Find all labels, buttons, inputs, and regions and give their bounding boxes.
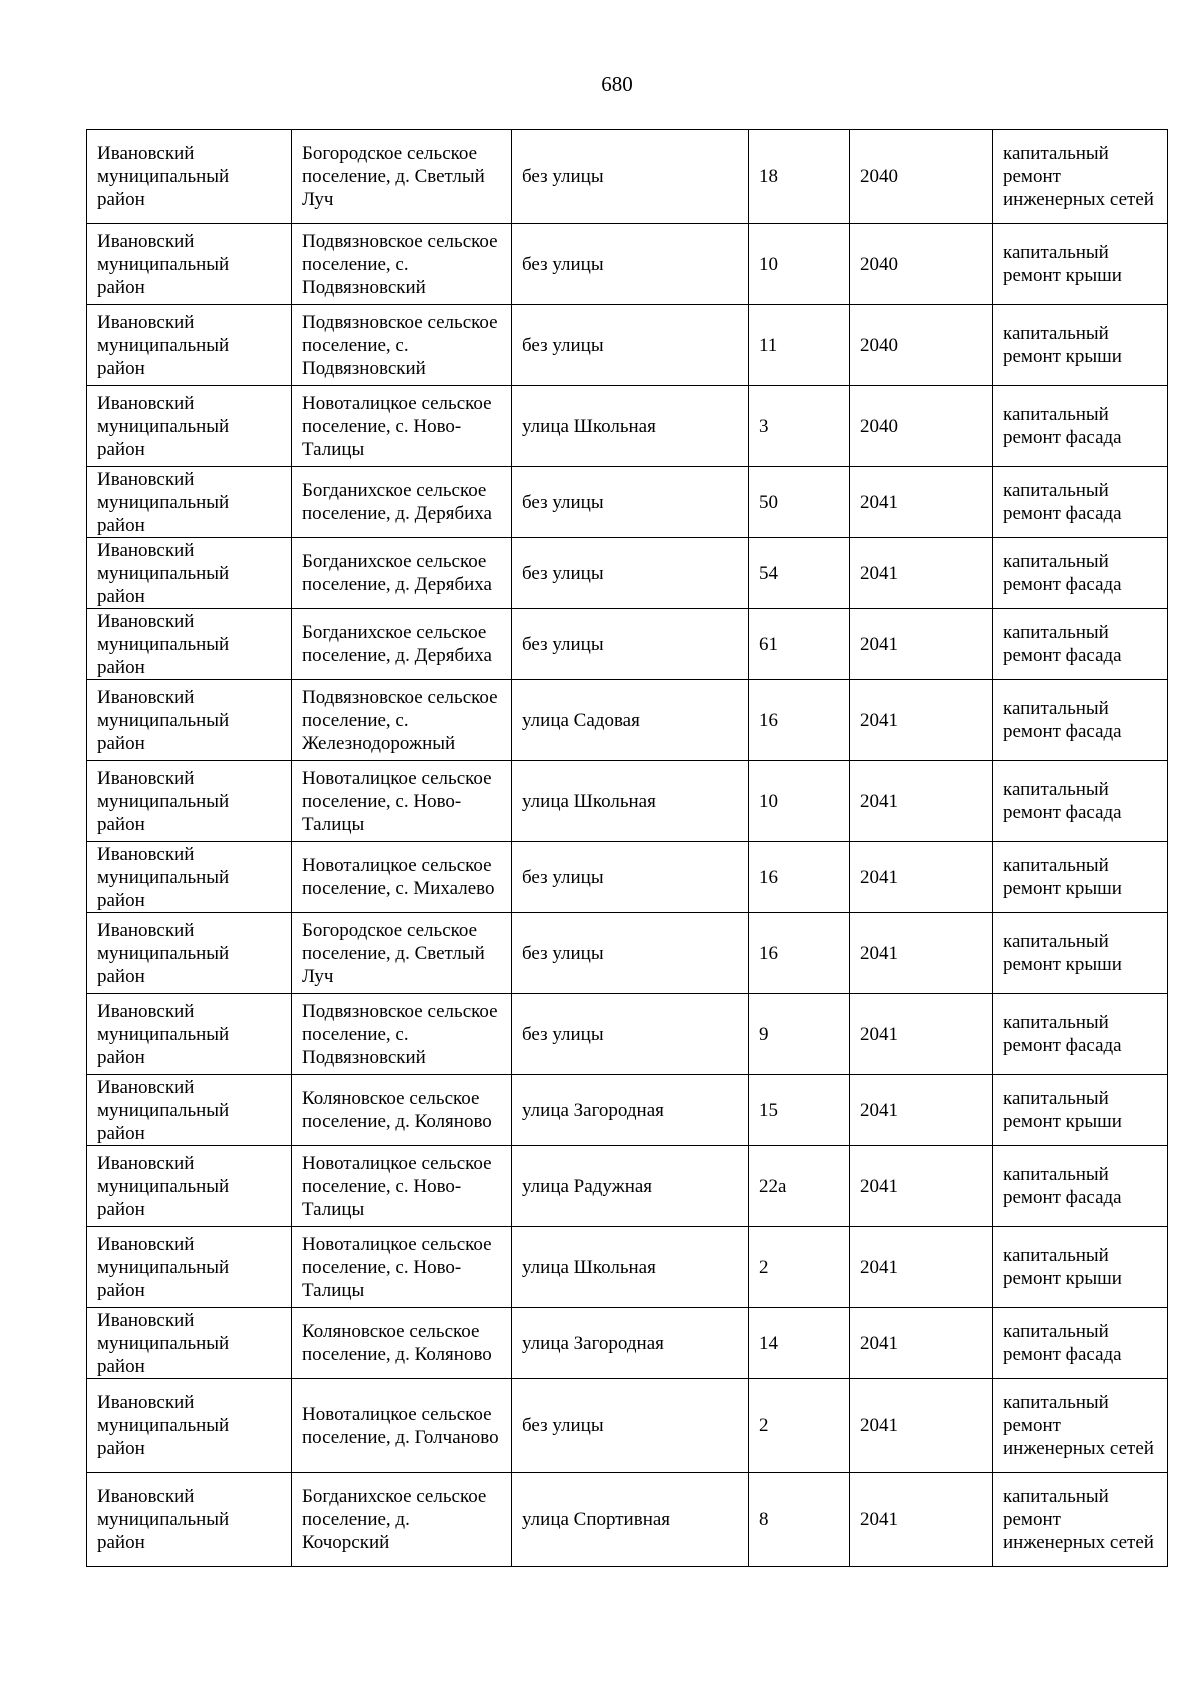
settlement-cell: Богородское сельское поселение, д. Светлый Луч [292,913,512,994]
house-number-cell: 54 [749,538,850,609]
district-cell: Ивановский муниципальный район [87,994,292,1075]
house-number-cell: 9 [749,994,850,1075]
year-cell: 2040 [850,305,993,386]
work-type-cell: капитальный ремонт фасада [993,761,1168,842]
house-number-cell: 22а [749,1146,850,1227]
table-row [87,609,1168,680]
work-type-cell: капитальный ремонт крыши [993,305,1168,386]
house-number-cell: 10 [749,224,850,305]
street-cell: улица Школьная [512,761,749,842]
house-number-cell: 18 [749,130,850,224]
year-cell: 2041 [850,842,993,913]
house-number-cell: 8 [749,1473,850,1567]
district-cell: Ивановский муниципальный район [87,680,292,761]
settlement-cell: Подвязновское сельское поселение, с. Подвязновский [292,305,512,386]
table-row [87,1473,1168,1567]
settlement-cell: Богданихское сельское поселение, д. Дерябиха [292,609,512,680]
work-type-cell: капитальный ремонт крыши [993,913,1168,994]
street-cell: улица Радужная [512,1146,749,1227]
street-cell: без улицы [512,913,749,994]
settlement-cell: Богданихское сельское поселение, д. Кочорский [292,1473,512,1567]
house-number-cell: 15 [749,1075,850,1146]
street-cell: без улицы [512,538,749,609]
house-number-cell: 3 [749,386,850,467]
work-type-cell: капитальный ремонт инженерных сетей [993,1379,1168,1473]
work-type-cell: капитальный ремонт фасада [993,1308,1168,1379]
work-type-cell: капитальный ремонт фасада [993,467,1168,538]
table-body [87,130,1168,1567]
year-cell: 2041 [850,680,993,761]
year-cell: 2041 [850,913,993,994]
year-cell: 2041 [850,1473,993,1567]
street-cell: улица Школьная [512,386,749,467]
street-cell: без улицы [512,467,749,538]
repair-schedule-table [86,129,1168,1567]
year-cell: 2041 [850,1379,993,1473]
work-type-cell: капитальный ремонт крыши [993,842,1168,913]
work-type-cell: капитальный ремонт инженерных сетей [993,1473,1168,1567]
work-type-cell: капитальный ремонт фасада [993,994,1168,1075]
street-cell: улица Спортивная [512,1473,749,1567]
district-cell: Ивановский муниципальный район [87,1227,292,1308]
table-row [87,1308,1168,1379]
year-cell: 2041 [850,994,993,1075]
street-cell: без улицы [512,609,749,680]
table-row [87,913,1168,994]
district-cell: Ивановский муниципальный район [87,913,292,994]
table-row [87,842,1168,913]
settlement-cell: Коляновское сельское поселение, д. Коляново [292,1075,512,1146]
district-cell: Ивановский муниципальный район [87,1473,292,1567]
settlement-cell: Новоталицкое сельское поселение, с. Ново-Талицы [292,1146,512,1227]
settlement-cell: Подвязновское сельское поселение, с. Подвязновский [292,224,512,305]
year-cell: 2040 [850,224,993,305]
district-cell: Ивановский муниципальный район [87,761,292,842]
year-cell: 2041 [850,1308,993,1379]
table-row [87,1075,1168,1146]
street-cell: без улицы [512,1379,749,1473]
house-number-cell: 16 [749,842,850,913]
settlement-cell: Новоталицкое сельское поселение, с. Михалево [292,842,512,913]
house-number-cell: 50 [749,467,850,538]
table-row [87,1227,1168,1308]
year-cell: 2041 [850,467,993,538]
settlement-cell: Богданихское сельское поселение, д. Дерябиха [292,467,512,538]
work-type-cell: капитальный ремонт фасада [993,386,1168,467]
table-row [87,1379,1168,1473]
work-type-cell: капитальный ремонт инженерных сетей [993,130,1168,224]
settlement-cell: Новоталицкое сельское поселение, д. Голчаново [292,1379,512,1473]
work-type-cell: капитальный ремонт крыши [993,224,1168,305]
year-cell: 2040 [850,130,993,224]
house-number-cell: 11 [749,305,850,386]
work-type-cell: капитальный ремонт крыши [993,1075,1168,1146]
house-number-cell: 16 [749,913,850,994]
table-row [87,386,1168,467]
table-row [87,130,1168,224]
work-type-cell: капитальный ремонт фасада [993,1146,1168,1227]
street-cell: улица Садовая [512,680,749,761]
table-row [87,994,1168,1075]
street-cell: без улицы [512,305,749,386]
street-cell: улица Школьная [512,1227,749,1308]
district-cell: Ивановский муниципальный район [87,1146,292,1227]
street-cell: улица Загородная [512,1308,749,1379]
settlement-cell: Новоталицкое сельское поселение, с. Ново-Талицы [292,761,512,842]
settlement-cell: Новоталицкое сельское поселение, с. Ново-Талицы [292,1227,512,1308]
street-cell: улица Загородная [512,1075,749,1146]
district-cell: Ивановский муниципальный район [87,467,292,538]
district-cell: Ивановский муниципальный район [87,130,292,224]
street-cell: без улицы [512,224,749,305]
house-number-cell: 2 [749,1379,850,1473]
table-row [87,224,1168,305]
district-cell: Ивановский муниципальный район [87,1308,292,1379]
work-type-cell: капитальный ремонт фасада [993,609,1168,680]
year-cell: 2041 [850,761,993,842]
year-cell: 2041 [850,1146,993,1227]
district-cell: Ивановский муниципальный район [87,538,292,609]
district-cell: Ивановский муниципальный район [87,842,292,913]
year-cell: 2041 [850,609,993,680]
work-type-cell: капитальный ремонт крыши [993,1227,1168,1308]
year-cell: 2041 [850,1227,993,1308]
table-row [87,538,1168,609]
house-number-cell: 2 [749,1227,850,1308]
street-cell: без улицы [512,842,749,913]
street-cell: без улицы [512,994,749,1075]
page-number: 680 [601,72,633,96]
table-row [87,305,1168,386]
settlement-cell: Новоталицкое сельское поселение, с. Ново-Талицы [292,386,512,467]
work-type-cell: капитальный ремонт фасада [993,538,1168,609]
settlement-cell: Подвязновское сельское поселение, с. Подвязновский [292,994,512,1075]
house-number-cell: 14 [749,1308,850,1379]
street-cell: без улицы [512,130,749,224]
settlement-cell: Коляновское сельское поселение, д. Коляново [292,1308,512,1379]
house-number-cell: 10 [749,761,850,842]
house-number-cell: 16 [749,680,850,761]
district-cell: Ивановский муниципальный район [87,1379,292,1473]
year-cell: 2041 [850,1075,993,1146]
settlement-cell: Богданихское сельское поселение, д. Дерябиха [292,538,512,609]
house-number-cell: 61 [749,609,850,680]
work-type-cell: капитальный ремонт фасада [993,680,1168,761]
table-row [87,680,1168,761]
settlement-cell: Богородское сельское поселение, д. Светлый Луч [292,130,512,224]
district-cell: Ивановский муниципальный район [87,224,292,305]
district-cell: Ивановский муниципальный район [87,1075,292,1146]
district-cell: Ивановский муниципальный район [87,305,292,386]
year-cell: 2041 [850,538,993,609]
table-row [87,467,1168,538]
settlement-cell: Подвязновское сельское поселение, с. Железнодорожный [292,680,512,761]
district-cell: Ивановский муниципальный район [87,609,292,680]
district-cell: Ивановский муниципальный район [87,386,292,467]
table-row [87,1146,1168,1227]
year-cell: 2040 [850,386,993,467]
table-row [87,761,1168,842]
